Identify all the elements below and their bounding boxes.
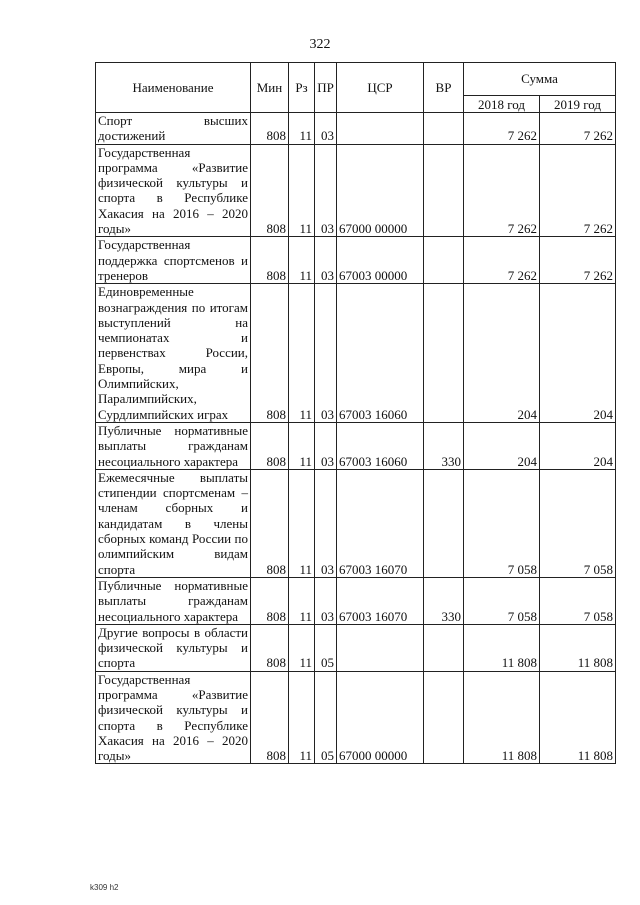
row-min: 808 bbox=[251, 671, 289, 764]
row-name: Другие вопросы в области физической культуры и спорта bbox=[96, 624, 251, 671]
row-csr: 67003 00000 bbox=[337, 237, 424, 284]
row-rz: 11 bbox=[289, 577, 315, 624]
row-rz: 11 bbox=[289, 469, 315, 577]
row-sum-2018: 204 bbox=[464, 284, 540, 423]
row-vr bbox=[424, 284, 464, 423]
table-body bbox=[96, 113, 616, 764]
row-sum-2018: 7 262 bbox=[464, 237, 540, 284]
row-csr: 67003 16070 bbox=[337, 469, 424, 577]
row-min: 808 bbox=[251, 284, 289, 423]
header-csr: ЦСР bbox=[337, 63, 424, 113]
row-sum-2018: 7 058 bbox=[464, 577, 540, 624]
row-sum-2019: 11 808 bbox=[540, 624, 616, 671]
row-csr bbox=[337, 624, 424, 671]
header-name: Наименование bbox=[96, 63, 251, 113]
row-pr: 03 bbox=[315, 577, 337, 624]
header-sum: Сумма bbox=[464, 63, 616, 96]
table-row bbox=[96, 671, 616, 764]
row-sum-2019: 7 058 bbox=[540, 469, 616, 577]
row-pr: 03 bbox=[315, 422, 337, 469]
row-csr: 67000 00000 bbox=[337, 144, 424, 237]
row-name: Ежемесячные выплаты стипендии спортсменам – членам сборных и кандидатам в члены сборных команд России по олимпийским видам спорта bbox=[96, 469, 251, 577]
row-sum-2019: 7 262 bbox=[540, 237, 616, 284]
row-rz: 11 bbox=[289, 237, 315, 284]
row-csr: 67003 16060 bbox=[337, 422, 424, 469]
row-rz: 11 bbox=[289, 422, 315, 469]
footer-mark: k309 h2 bbox=[90, 883, 119, 892]
row-rz: 11 bbox=[289, 144, 315, 237]
row-sum-2018: 11 808 bbox=[464, 624, 540, 671]
header-rz: Рз bbox=[289, 63, 315, 113]
row-sum-2019: 7 058 bbox=[540, 577, 616, 624]
row-name: Публичные нормативные выплаты гражданам несоциального характера bbox=[96, 422, 251, 469]
row-pr: 05 bbox=[315, 624, 337, 671]
row-vr bbox=[424, 671, 464, 764]
table-row bbox=[96, 144, 616, 237]
row-name: Единовременные вознаграждения по итогам выступлений на чемпионатах и первенствах России, Европы, мира и Олимпийских, Паралимпийских, Сурдлимпийских играх bbox=[96, 284, 251, 423]
row-vr bbox=[424, 237, 464, 284]
row-sum-2019: 7 262 bbox=[540, 113, 616, 145]
row-min: 808 bbox=[251, 624, 289, 671]
row-sum-2019: 204 bbox=[540, 422, 616, 469]
table-header bbox=[96, 63, 616, 113]
row-name: Спорт высших достижений bbox=[96, 113, 251, 145]
row-sum-2018: 204 bbox=[464, 422, 540, 469]
row-vr bbox=[424, 144, 464, 237]
row-sum-2019: 11 808 bbox=[540, 671, 616, 764]
row-sum-2018: 7 058 bbox=[464, 469, 540, 577]
table-row bbox=[96, 237, 616, 284]
table-row bbox=[96, 422, 616, 469]
table-row bbox=[96, 624, 616, 671]
header-min: Мин bbox=[251, 63, 289, 113]
row-rz: 11 bbox=[289, 284, 315, 423]
row-pr: 03 bbox=[315, 469, 337, 577]
row-csr: 67000 00000 bbox=[337, 671, 424, 764]
row-pr: 05 bbox=[315, 671, 337, 764]
row-csr: 67003 16070 bbox=[337, 577, 424, 624]
budget-table bbox=[95, 62, 616, 764]
row-min: 808 bbox=[251, 113, 289, 145]
row-vr bbox=[424, 113, 464, 145]
page-number: 322 bbox=[309, 37, 331, 52]
row-sum-2018: 7 262 bbox=[464, 144, 540, 237]
row-rz: 11 bbox=[289, 113, 315, 145]
row-name: Государственная программа «Развитие физической культуры и спорта в Республике Хакасия на 2016 – 2020 годы» bbox=[96, 671, 251, 764]
row-vr bbox=[424, 469, 464, 577]
row-pr: 03 bbox=[315, 144, 337, 237]
row-csr: 67003 16060 bbox=[337, 284, 424, 423]
table-row bbox=[96, 577, 616, 624]
header-pr: ПР bbox=[315, 63, 337, 113]
header-year-2018: 2018 год bbox=[464, 96, 540, 113]
row-csr bbox=[337, 113, 424, 145]
row-sum-2019: 204 bbox=[540, 284, 616, 423]
row-pr: 03 bbox=[315, 284, 337, 423]
row-sum-2018: 7 262 bbox=[464, 113, 540, 145]
header-vr: ВР bbox=[424, 63, 464, 113]
table-row bbox=[96, 469, 616, 577]
row-min: 808 bbox=[251, 469, 289, 577]
row-rz: 11 bbox=[289, 624, 315, 671]
row-sum-2018: 11 808 bbox=[464, 671, 540, 764]
row-rz: 11 bbox=[289, 671, 315, 764]
row-min: 808 bbox=[251, 577, 289, 624]
table-row bbox=[96, 284, 616, 423]
table-row bbox=[96, 113, 616, 145]
row-min: 808 bbox=[251, 422, 289, 469]
row-min: 808 bbox=[251, 144, 289, 237]
row-sum-2019: 7 262 bbox=[540, 144, 616, 237]
row-vr: 330 bbox=[424, 422, 464, 469]
row-pr: 03 bbox=[315, 113, 337, 145]
row-vr: 330 bbox=[424, 577, 464, 624]
row-name: Публичные нормативные выплаты гражданам несоциального характера bbox=[96, 577, 251, 624]
row-name: Государственная программа «Развитие физической культуры и спорта в Республике Хакасия на 2016 – 2020 годы» bbox=[96, 144, 251, 237]
row-pr: 03 bbox=[315, 237, 337, 284]
header-year-2019: 2019 год bbox=[540, 96, 616, 113]
row-vr bbox=[424, 624, 464, 671]
row-min: 808 bbox=[251, 237, 289, 284]
row-name: Государственная поддержка спортсменов и тренеров bbox=[96, 237, 251, 284]
